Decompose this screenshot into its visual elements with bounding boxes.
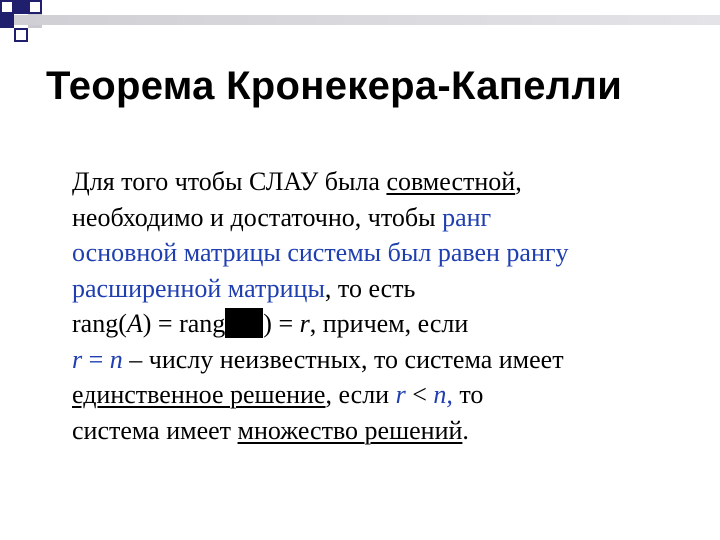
text-line [72,413,702,449]
header-rule [14,15,720,25]
text-run: = [82,344,110,374]
slide-title: Теорема Кронекера-Капелли [46,64,623,108]
text-run: необходимо и достаточно, чтобы [72,202,443,232]
text-run: ) = [263,309,300,338]
term-infinite-solutions: множество решений [237,415,463,445]
math-var: r [299,309,310,338]
text-run: < [405,380,434,409]
text-run: , то есть [324,273,416,303]
text-line [72,164,702,200]
term-augmented-matrix: расширенной матрицы [72,273,325,303]
corner-square-decoration [0,14,14,28]
math-var: n, [433,380,453,409]
math-var: r [72,344,83,374]
text-run: , если [325,380,396,409]
text-run: то [452,380,484,409]
corner-square-decoration [14,0,28,14]
text-run: система имеет [72,415,238,445]
redaction-box [225,308,263,338]
text-line [72,306,702,342]
term-rank: ранг [442,202,492,232]
math-var: r [395,380,406,409]
text-line [72,377,702,413]
text-run: – числу неизвестных, то система имеет [122,344,564,374]
text-line: основной матрицы системы был равен рангу [72,238,569,267]
corner-square-decoration [28,0,42,14]
corner-square-decoration [14,28,28,42]
text-run: ) = rang [142,309,226,338]
text-line [72,271,702,307]
math-var: n [109,344,123,374]
text-run: , причем, если [309,309,469,338]
text-run: rang( [72,309,127,338]
theorem-text [72,164,702,448]
text-run: . [462,415,469,445]
text-line [72,200,702,236]
term-consistent: совместной [386,167,516,196]
corner-square-decoration [0,0,14,14]
text-line [72,342,702,378]
math-var: A [126,309,143,338]
term-unique-solution: единственное решение [72,380,326,409]
text-run: , [515,167,522,196]
text-run: Для того чтобы СЛАУ была [72,167,387,196]
